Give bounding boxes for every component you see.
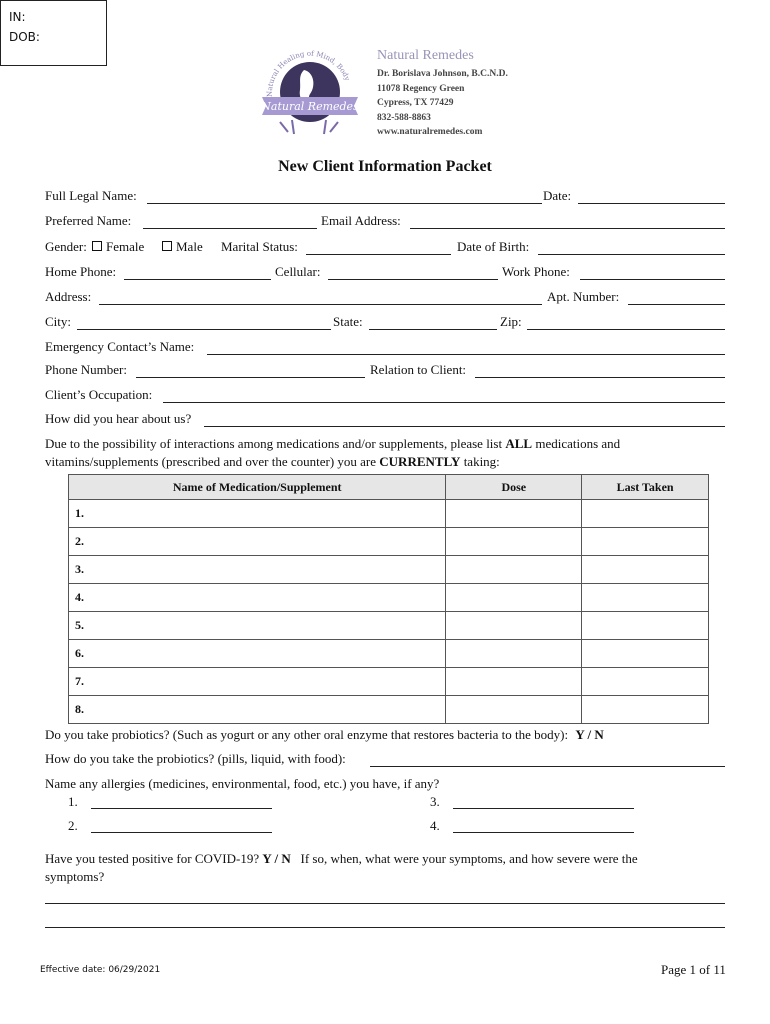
meds-text-2: medications and: [532, 436, 621, 451]
allergy-field-1[interactable]: [91, 808, 272, 809]
home-phone-field[interactable]: [124, 279, 271, 280]
medication-cell[interactable]: 4.: [69, 584, 446, 612]
column-header-dose: Dose: [446, 475, 582, 500]
last-taken-cell[interactable]: [582, 528, 709, 556]
allergy-number: 3.: [430, 794, 440, 809]
address-field[interactable]: [99, 304, 542, 305]
table-row: [69, 612, 709, 640]
table-row: [69, 640, 709, 668]
medication-cell[interactable]: 1.: [69, 500, 446, 528]
probiotics-question: [45, 727, 604, 743]
dose-cell[interactable]: [446, 696, 582, 724]
meds-instructions: [45, 435, 735, 471]
dose-cell[interactable]: [446, 612, 582, 640]
full-name-label: Full Legal Name:: [45, 188, 137, 203]
male-checkbox[interactable]: [162, 241, 172, 251]
medications-table: [68, 474, 709, 724]
referral-field[interactable]: [204, 426, 725, 427]
medication-cell[interactable]: 7.: [69, 668, 446, 696]
marital-status-field[interactable]: [306, 254, 451, 255]
svg-text:Natural Remedes: Natural Remedes: [261, 100, 359, 113]
column-header-medication: Name of Medication/Supplement: [69, 475, 446, 500]
svg-text:Natural Healing of Mind, Body: Natural Healing of Mind, Body: [265, 49, 352, 98]
occupation-field[interactable]: [163, 402, 725, 403]
probiotics-text: Do you take probiotics? (Such as yogurt or any other oral enzyme that restores bacteria to the body):: [45, 727, 569, 742]
dose-cell[interactable]: [446, 528, 582, 556]
covid-text-1: Have you tested positive for COVID-19?: [45, 851, 260, 866]
work-phone-label: Work Phone:: [502, 264, 570, 279]
dose-cell[interactable]: [446, 556, 582, 584]
home-phone-label: Home Phone:: [45, 264, 117, 279]
covid-text-2: If so, when, what were your symptoms, and how severe were the: [300, 851, 638, 866]
dose-cell[interactable]: [446, 500, 582, 528]
state-field[interactable]: [369, 329, 497, 330]
occupation-label: Client’s Occupation:: [45, 387, 153, 402]
allergy-number: 1.: [68, 794, 78, 809]
medication-cell[interactable]: 3.: [69, 556, 446, 584]
address-label: Address:: [45, 289, 92, 304]
last-taken-cell[interactable]: [582, 668, 709, 696]
probiotics-yes-no[interactable]: Y / N: [575, 727, 604, 742]
table-row: [69, 556, 709, 584]
preferred-name-field[interactable]: [143, 228, 317, 229]
city-state-zip: Cypress, TX 77429: [377, 98, 454, 108]
probiotics-how-field[interactable]: [370, 766, 725, 767]
table-row: [69, 668, 709, 696]
last-taken-cell[interactable]: [582, 696, 709, 724]
phone-number: 832-588-8863: [377, 112, 431, 123]
medication-cell[interactable]: 2.: [69, 528, 446, 556]
meds-text-1: Due to the possibility of interactions among medications and/or supplements, please list: [45, 436, 506, 451]
effective-date: Effective date: 06/29/2021: [40, 965, 161, 975]
covid-text-3: symptoms?: [45, 869, 105, 884]
allergies-question: Name any allergies (medicines, environmental, food, etc.) you have, if any?: [45, 776, 440, 791]
office-use-box: [0, 0, 107, 66]
marital-status-label: Marital Status:: [221, 239, 298, 254]
full-name-field[interactable]: [147, 203, 542, 204]
website: www.naturalremedes.com: [377, 127, 483, 137]
emergency-contact-label: Emergency Contact’s Name:: [45, 339, 195, 354]
preferred-name-label: Preferred Name:: [45, 213, 132, 228]
apt-label: Apt. Number:: [547, 289, 620, 304]
covid-yes-no[interactable]: Y / N: [262, 851, 291, 866]
practice-address: [377, 67, 508, 140]
male-label: Male: [176, 239, 203, 254]
street-address: 11078 Regency Green: [377, 83, 465, 94]
female-label: Female: [106, 239, 145, 254]
meds-text-3: vitamins/supplements (prescribed and over the counter) you are: [45, 454, 380, 469]
column-header-last-taken: Last Taken: [582, 475, 709, 500]
city-field[interactable]: [77, 329, 331, 330]
dose-cell[interactable]: [446, 640, 582, 668]
dob-field[interactable]: [538, 254, 725, 255]
state-label: State:: [333, 314, 363, 329]
last-taken-cell[interactable]: [582, 584, 709, 612]
last-taken-cell[interactable]: [582, 612, 709, 640]
probiotics-how-label: How do you take the probiotics? (pills, liquid, with food):: [45, 751, 346, 766]
covid-question: [45, 850, 735, 886]
allergy-field-2[interactable]: [91, 832, 272, 833]
relation-label: Relation to Client:: [370, 362, 467, 377]
medication-cell[interactable]: 5.: [69, 612, 446, 640]
table-row: [69, 500, 709, 528]
gender-label: Gender:: [45, 239, 87, 254]
work-phone-field[interactable]: [580, 279, 725, 280]
allergy-field-3[interactable]: [453, 808, 634, 809]
cellular-label: Cellular:: [275, 264, 321, 279]
date-field[interactable]: [578, 203, 725, 204]
meds-text-all: ALL: [505, 436, 533, 451]
doctor-name: Dr. Borislava Johnson, B.C.N.D.: [377, 69, 508, 79]
page-title: New Client Information Packet: [278, 158, 492, 175]
meds-text-4: taking:: [460, 454, 500, 469]
page-number: Page 1 of 11: [661, 962, 726, 977]
dose-cell[interactable]: [446, 668, 582, 696]
in-label: IN:: [9, 10, 26, 24]
phone-number-field[interactable]: [136, 377, 365, 378]
male-option[interactable]: [162, 239, 203, 255]
cellular-field[interactable]: [328, 279, 498, 280]
covid-answer-line-2[interactable]: [45, 927, 725, 928]
zip-label: Zip:: [500, 314, 522, 329]
city-label: City:: [45, 314, 72, 329]
date-label: Date:: [543, 188, 572, 203]
last-taken-cell[interactable]: [582, 640, 709, 668]
meds-text-currently: CURRENTLY: [379, 454, 461, 469]
medication-cell[interactable]: 8.: [69, 696, 446, 724]
allergy-number: 2.: [68, 818, 78, 833]
allergy-number: 4.: [430, 818, 440, 833]
table-row: [69, 528, 709, 556]
table-header-row: [69, 475, 709, 500]
logo-emblem-icon: [254, 42, 364, 137]
dob-label: DOB:: [9, 30, 40, 44]
medication-cell[interactable]: 6.: [69, 640, 446, 668]
phone-number-label: Phone Number:: [45, 362, 127, 377]
female-checkbox[interactable]: [92, 241, 102, 251]
apt-field[interactable]: [628, 304, 725, 305]
email-field[interactable]: [410, 228, 725, 229]
allergy-field-4[interactable]: [453, 832, 634, 833]
logo: [254, 42, 364, 137]
relation-field[interactable]: [475, 377, 725, 378]
dose-cell[interactable]: [446, 584, 582, 612]
brand-name: Natural Remedes: [377, 48, 474, 63]
covid-answer-line-1[interactable]: [45, 903, 725, 904]
dob-field-label: Date of Birth:: [457, 239, 530, 254]
emergency-contact-field[interactable]: [207, 354, 725, 355]
female-option[interactable]: [92, 239, 144, 255]
email-label: Email Address:: [321, 213, 401, 228]
last-taken-cell[interactable]: [582, 500, 709, 528]
table-row: [69, 584, 709, 612]
referral-label: How did you hear about us?: [45, 411, 192, 426]
last-taken-cell[interactable]: [582, 556, 709, 584]
zip-field[interactable]: [527, 329, 725, 330]
table-row: [69, 696, 709, 724]
